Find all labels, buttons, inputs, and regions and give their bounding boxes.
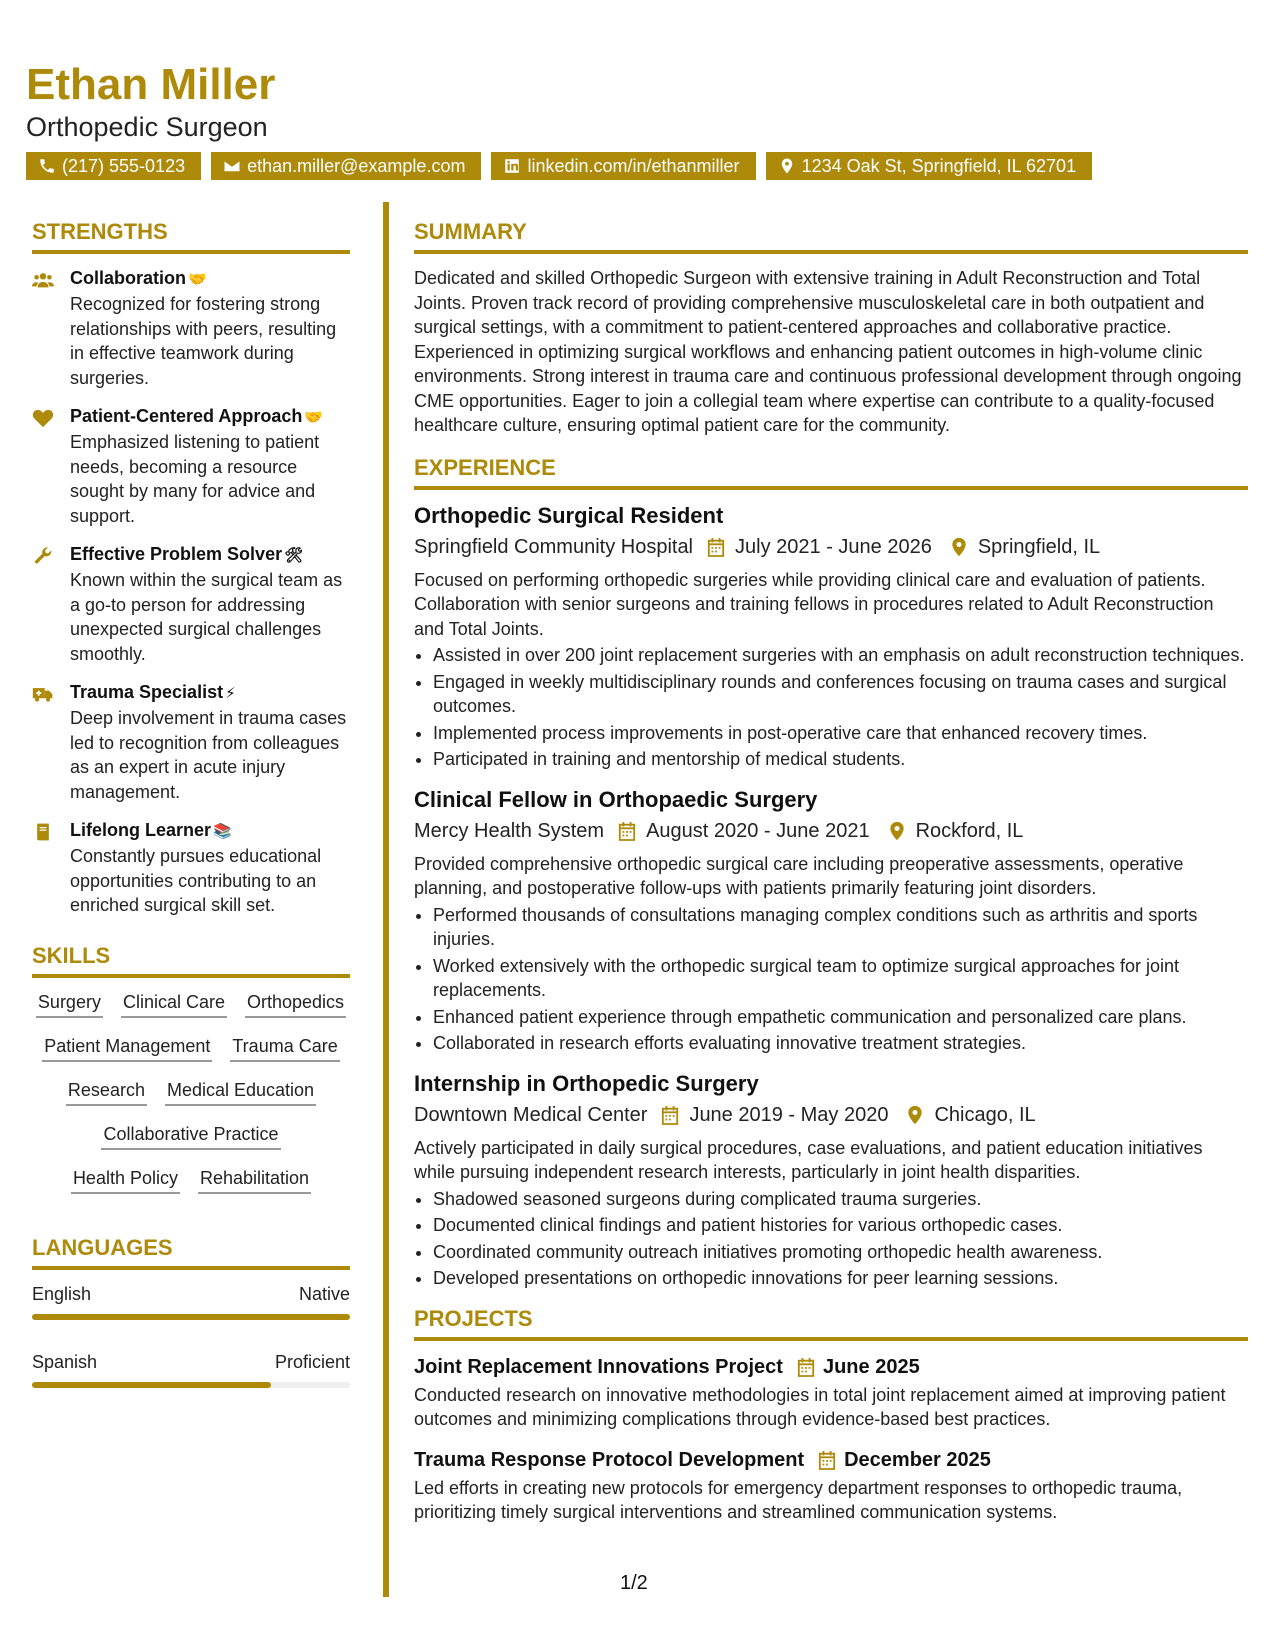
strengths-heading: STRENGTHS [32,218,350,254]
summary-heading: SUMMARY [414,218,1248,254]
calendar-icon [661,1105,679,1125]
experience-heading: EXPERIENCE [414,454,1248,490]
strength-desc: Known within the surgical team as a go-to person for addressing unexpected surgical challenges smoothly. [70,570,343,664]
strength-desc: Emphasized listening to patient needs, becoming a resource sought by many for advice and support. [70,432,320,526]
skill-tag: Rehabilitation [198,1166,311,1194]
strength-item [32,404,350,528]
strength-item [32,542,350,666]
books-emoji-icon: 📚 [213,823,232,840]
strength-item [32,266,350,390]
candidate-name: Ethan Miller [26,60,276,109]
calendar-icon [818,1450,836,1470]
languages-heading: LANGUAGES [32,1234,350,1270]
summary-text: Dedicated and skilled Orthopedic Surgeon with extensive training in Adult Reconstruction and Total Joints. Proven track record of providing comprehensive musculoskeletal care in both outpatient and surgical settings, with a commitment to patient-centered approaches and collaborative practice. Experienced in optimizing surgical workflows and enhancing patient outcomes in high-volume clinic environments. Strong interest in trauma care and continuous professional development through ongoing CME opportunities. Eager to join a collegial team where expertise can contribute to a quality-focused healthcare culture, ensuring optimal patient care for the community. [414,268,1242,435]
map-pin-icon [888,821,906,841]
phone-icon [38,157,56,175]
job-org: Springfield Community Hospital [414,535,694,558]
project-entry [414,1446,1248,1525]
heart-icon [32,408,54,428]
list-item: • Implemented process improvements in post-operative care that enhanced recovery times. [433,721,1248,746]
map-pin-icon [778,157,796,175]
project-desc: Conducted research on innovative methodologies in total joint replacement aimed at improving patient outcomes and minimizing complications through evidence-based best practices. [414,1384,1226,1429]
calendar-icon [707,537,725,557]
job-location: Rockford, IL [915,819,1024,842]
job-role: Orthopedic Surgical Resident [414,502,724,528]
email-chip[interactable] [211,152,481,180]
job-dates: July 2021 - June 2026 [735,535,932,558]
job-role: Internship in Orthopedic Surgery [414,1070,759,1096]
job-bullets [414,643,1248,772]
skill-tag: Research [66,1078,147,1106]
project-desc: Led efforts in creating new protocols for emergency department responses to orthopedic trauma, prioritizing timely surgical interventions and streamlined communication systems. [414,1477,1183,1522]
strength-desc: Recognized for fostering strong relationships with peers, resulting in effective teamwork during surgeries. [70,294,337,388]
linkedin-text: linkedin.com/in/ethanmiller [527,156,740,176]
language-item [32,1282,350,1320]
ambulance-icon [32,684,54,704]
phone-chip[interactable] [26,152,201,180]
left-column [32,218,350,1418]
lightning-emoji-icon: ⚡ [225,685,236,702]
users-icon [32,270,54,290]
list-item: • Coordinated community outreach initiatives promoting orthopedic health awareness. [433,1240,1248,1265]
projects-heading: PROJECTS [414,1305,1248,1341]
language-level: Native [298,1283,350,1304]
language-name: Spanish [32,1351,98,1372]
job-dates: June 2019 - May 2020 [689,1103,889,1126]
strength-item [32,680,350,804]
job-location: Chicago, IL [934,1103,1036,1126]
strength-title: Effective Problem Solver [70,544,283,564]
calendar-icon [797,1357,815,1377]
project-entry [414,1353,1248,1432]
strength-desc: Constantly pursues educational opportunities contributing to an enriched surgical skill set. [70,846,322,915]
job-role: Clinical Fellow in Orthopaedic Surgery [414,786,818,812]
list-item: • Enhanced patient experience through empathetic communication and personalized care plans. [433,1005,1248,1030]
experience-entry [414,1070,1248,1291]
job-org: Downtown Medical Center [414,1103,648,1126]
email-text: ethan.miller@example.com [247,156,466,176]
job-desc: Focused on performing orthopedic surgeries while providing clinical care and evaluation of patients. Collaboration with senior surgeons and training fellows in procedures related to Adult Reconstruction and Total Joints. [414,569,1214,639]
strength-title: Collaboration [70,268,186,288]
project-date: December 2025 [844,1448,991,1471]
envelope-icon [223,157,241,175]
wrench-icon [32,546,54,566]
skill-tag: Trauma Care [230,1034,339,1062]
skills-list [32,990,350,1194]
skill-tag: Surgery [36,990,103,1018]
page-number: 1/2 [620,1572,648,1594]
job-dates: August 2020 - June 2021 [646,819,870,842]
experience-entry [414,502,1248,772]
list-item: • Engaged in weekly multidisciplinary rounds and conferences focusing on trauma cases and surgical outcomes. [433,670,1248,719]
linkedin-icon [503,157,521,175]
list-item: • Developed presentations on orthopedic innovations for peer learning sessions. [433,1266,1248,1291]
list-item: • Collaborated in research efforts evaluating innovative treatment strategies. [433,1031,1248,1056]
strength-title: Patient-Centered Approach [70,406,303,426]
language-bar-fill [32,1382,271,1388]
skills-heading: SKILLS [32,942,350,978]
right-column [414,218,1248,1539]
candidate-title: Orthopedic Surgeon [26,112,268,142]
language-bar [32,1382,350,1388]
job-location: Springfield, IL [977,535,1101,558]
list-item: • Documented clinical findings and patient histories for various orthopedic cases. [433,1213,1248,1238]
skill-tag: Orthopedics [245,990,346,1018]
language-name: English [32,1283,92,1304]
strength-title: Lifelong Learner [70,820,212,840]
tools-emoji-icon: 🛠 [284,547,304,564]
calendar-icon [618,821,636,841]
address-chip [766,152,1093,180]
language-bar-fill [32,1314,350,1320]
skill-tag: Collaborative Practice [101,1122,280,1150]
list-item: • Shadowed seasoned surgeons during complicated trauma surgeries. [433,1187,1248,1212]
list-item: • Worked extensively with the orthopedic surgical team to optimize surgical approaches for joint replacements. [433,954,1248,1003]
handshake-emoji-icon: 🤝 [304,409,324,426]
skill-tag: Clinical Care [121,990,227,1018]
job-desc: Provided comprehensive orthopedic surgical care including preoperative assessments, operative planning, and postoperative follow-ups with patients primarily featuring joint disorders. [414,853,1184,898]
contact-bar [26,152,1092,180]
strength-item [32,818,350,918]
language-bar [32,1314,350,1320]
skill-tag: Medical Education [165,1078,316,1106]
handshake-emoji-icon: 🤝 [188,271,207,288]
experience-entry [414,786,1248,1056]
list-item: • Performed thousands of consultations managing complex conditions such as arthritis and sports injuries. [433,903,1248,952]
strength-title: Trauma Specialist [70,682,224,702]
phone-text: (217) 555-0123 [62,156,186,176]
job-desc: Actively participated in daily surgical procedures, case evaluations, and patient education initiatives while pursuing independent research interests, particularly in joint health disparities. [414,1137,1203,1182]
language-item [32,1350,350,1388]
project-date: June 2025 [822,1355,920,1378]
resume-header [26,60,275,144]
job-bullets [414,903,1248,1056]
skill-tag: Health Policy [71,1166,180,1194]
list-item: • Participated in training and mentorship of medical students. [433,747,1248,772]
list-item: • Assisted in over 200 joint replacement surgeries with an emphasis on adult reconstruction techniques. [433,643,1248,668]
address-text: 1234 Oak St, Springfield, IL 62701 [801,156,1077,176]
column-divider [383,202,389,1597]
project-name: Trauma Response Protocol Development [414,1448,805,1471]
map-pin-icon [906,1105,924,1125]
map-pin-icon [950,537,968,557]
book-icon [32,822,54,842]
job-bullets [414,1187,1248,1291]
job-org: Mercy Health System [414,819,605,842]
skill-tag: Patient Management [42,1034,212,1062]
linkedin-chip[interactable] [491,152,755,180]
language-level: Proficient [274,1351,350,1372]
project-name: Joint Replacement Innovations Project [414,1355,783,1378]
strength-desc: Deep involvement in trauma cases led to recognition from colleagues as an expert in acute injury management. [70,708,347,802]
